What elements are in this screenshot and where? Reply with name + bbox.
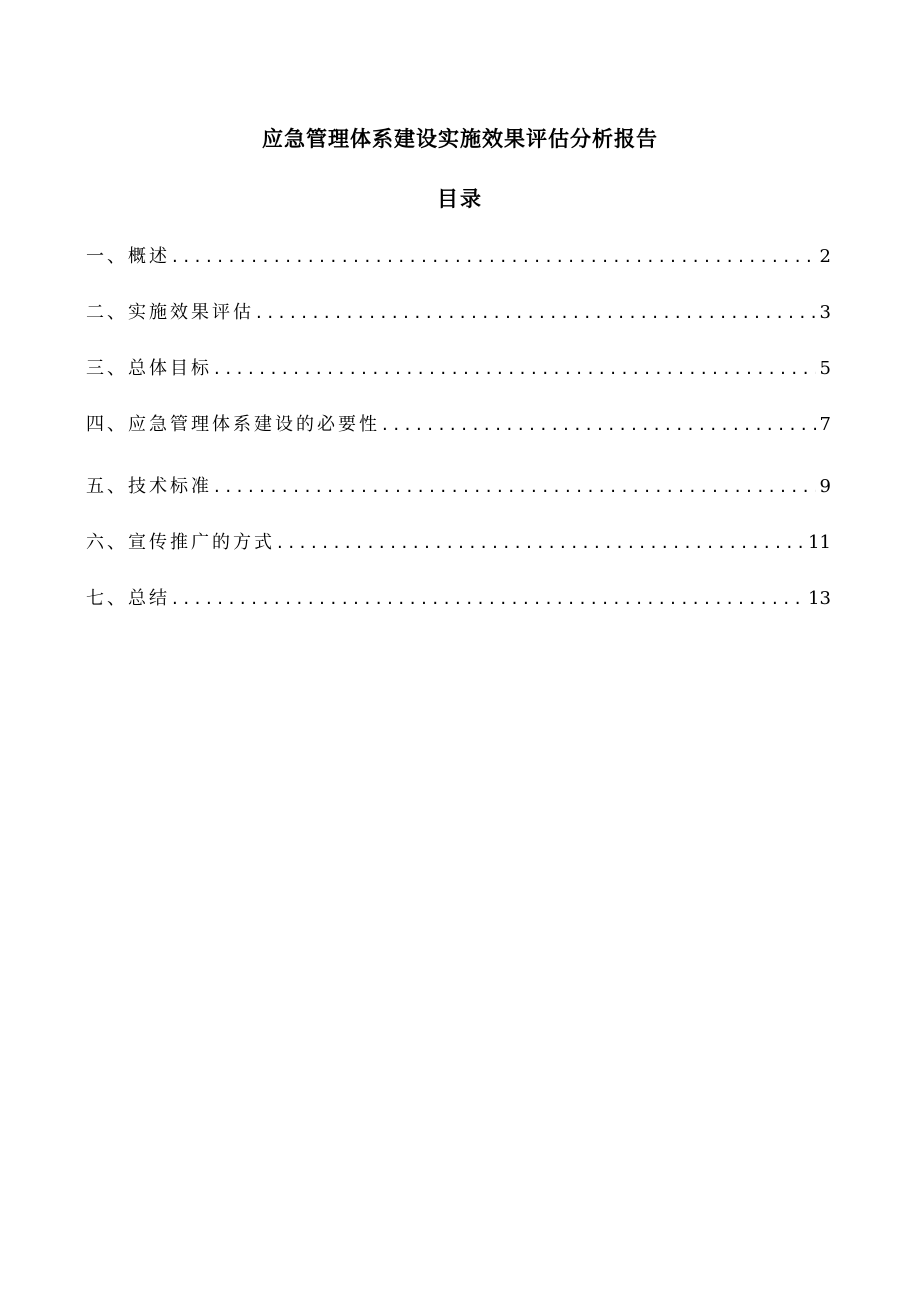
toc-page-number: 3: [819, 302, 831, 323]
toc-entry-technical-standards[interactable]: [86, 472, 831, 502]
toc-entry-label: 五、技术标准: [86, 476, 212, 497]
toc-entry-promotion-methods[interactable]: [86, 528, 831, 558]
toc-heading: 目录: [437, 187, 483, 211]
toc-dot-leader: [172, 242, 816, 272]
toc-entry-implementation-evaluation[interactable]: [86, 298, 831, 328]
toc-entry-label: 六、宣传推广的方式: [86, 532, 275, 553]
toc-entry-label: 一、概述: [86, 246, 170, 267]
document-title: 应急管理体系建设实施效果评估分析报告: [262, 127, 658, 151]
toc-entry-label: 二、实施效果评估: [86, 302, 254, 323]
toc-dot-leader: [256, 298, 816, 328]
toc-dot-leader: [382, 410, 816, 440]
toc-entry-necessity[interactable]: [86, 410, 831, 440]
toc-entry-label: 七、总结: [86, 588, 170, 609]
toc-dot-leader: [277, 528, 804, 558]
toc-entry-overall-goals[interactable]: [86, 354, 831, 384]
toc-dot-leader: [214, 472, 816, 502]
toc-page-number: 5: [819, 358, 831, 379]
toc-page-number: 2: [819, 246, 831, 267]
toc-entry-summary[interactable]: [86, 584, 831, 614]
toc-page-number: 9: [819, 476, 831, 497]
toc-dot-leader: [214, 354, 816, 384]
toc-dot-leader: [172, 584, 804, 614]
toc-entry-label: 三、总体目标: [86, 358, 212, 379]
toc-page-number: 11: [808, 532, 831, 553]
toc-entry-overview[interactable]: [86, 242, 831, 272]
toc-page-number: 13: [808, 588, 831, 609]
toc-entry-label: 四、应急管理体系建设的必要性: [86, 414, 380, 435]
toc-page-number: 7: [819, 414, 831, 435]
